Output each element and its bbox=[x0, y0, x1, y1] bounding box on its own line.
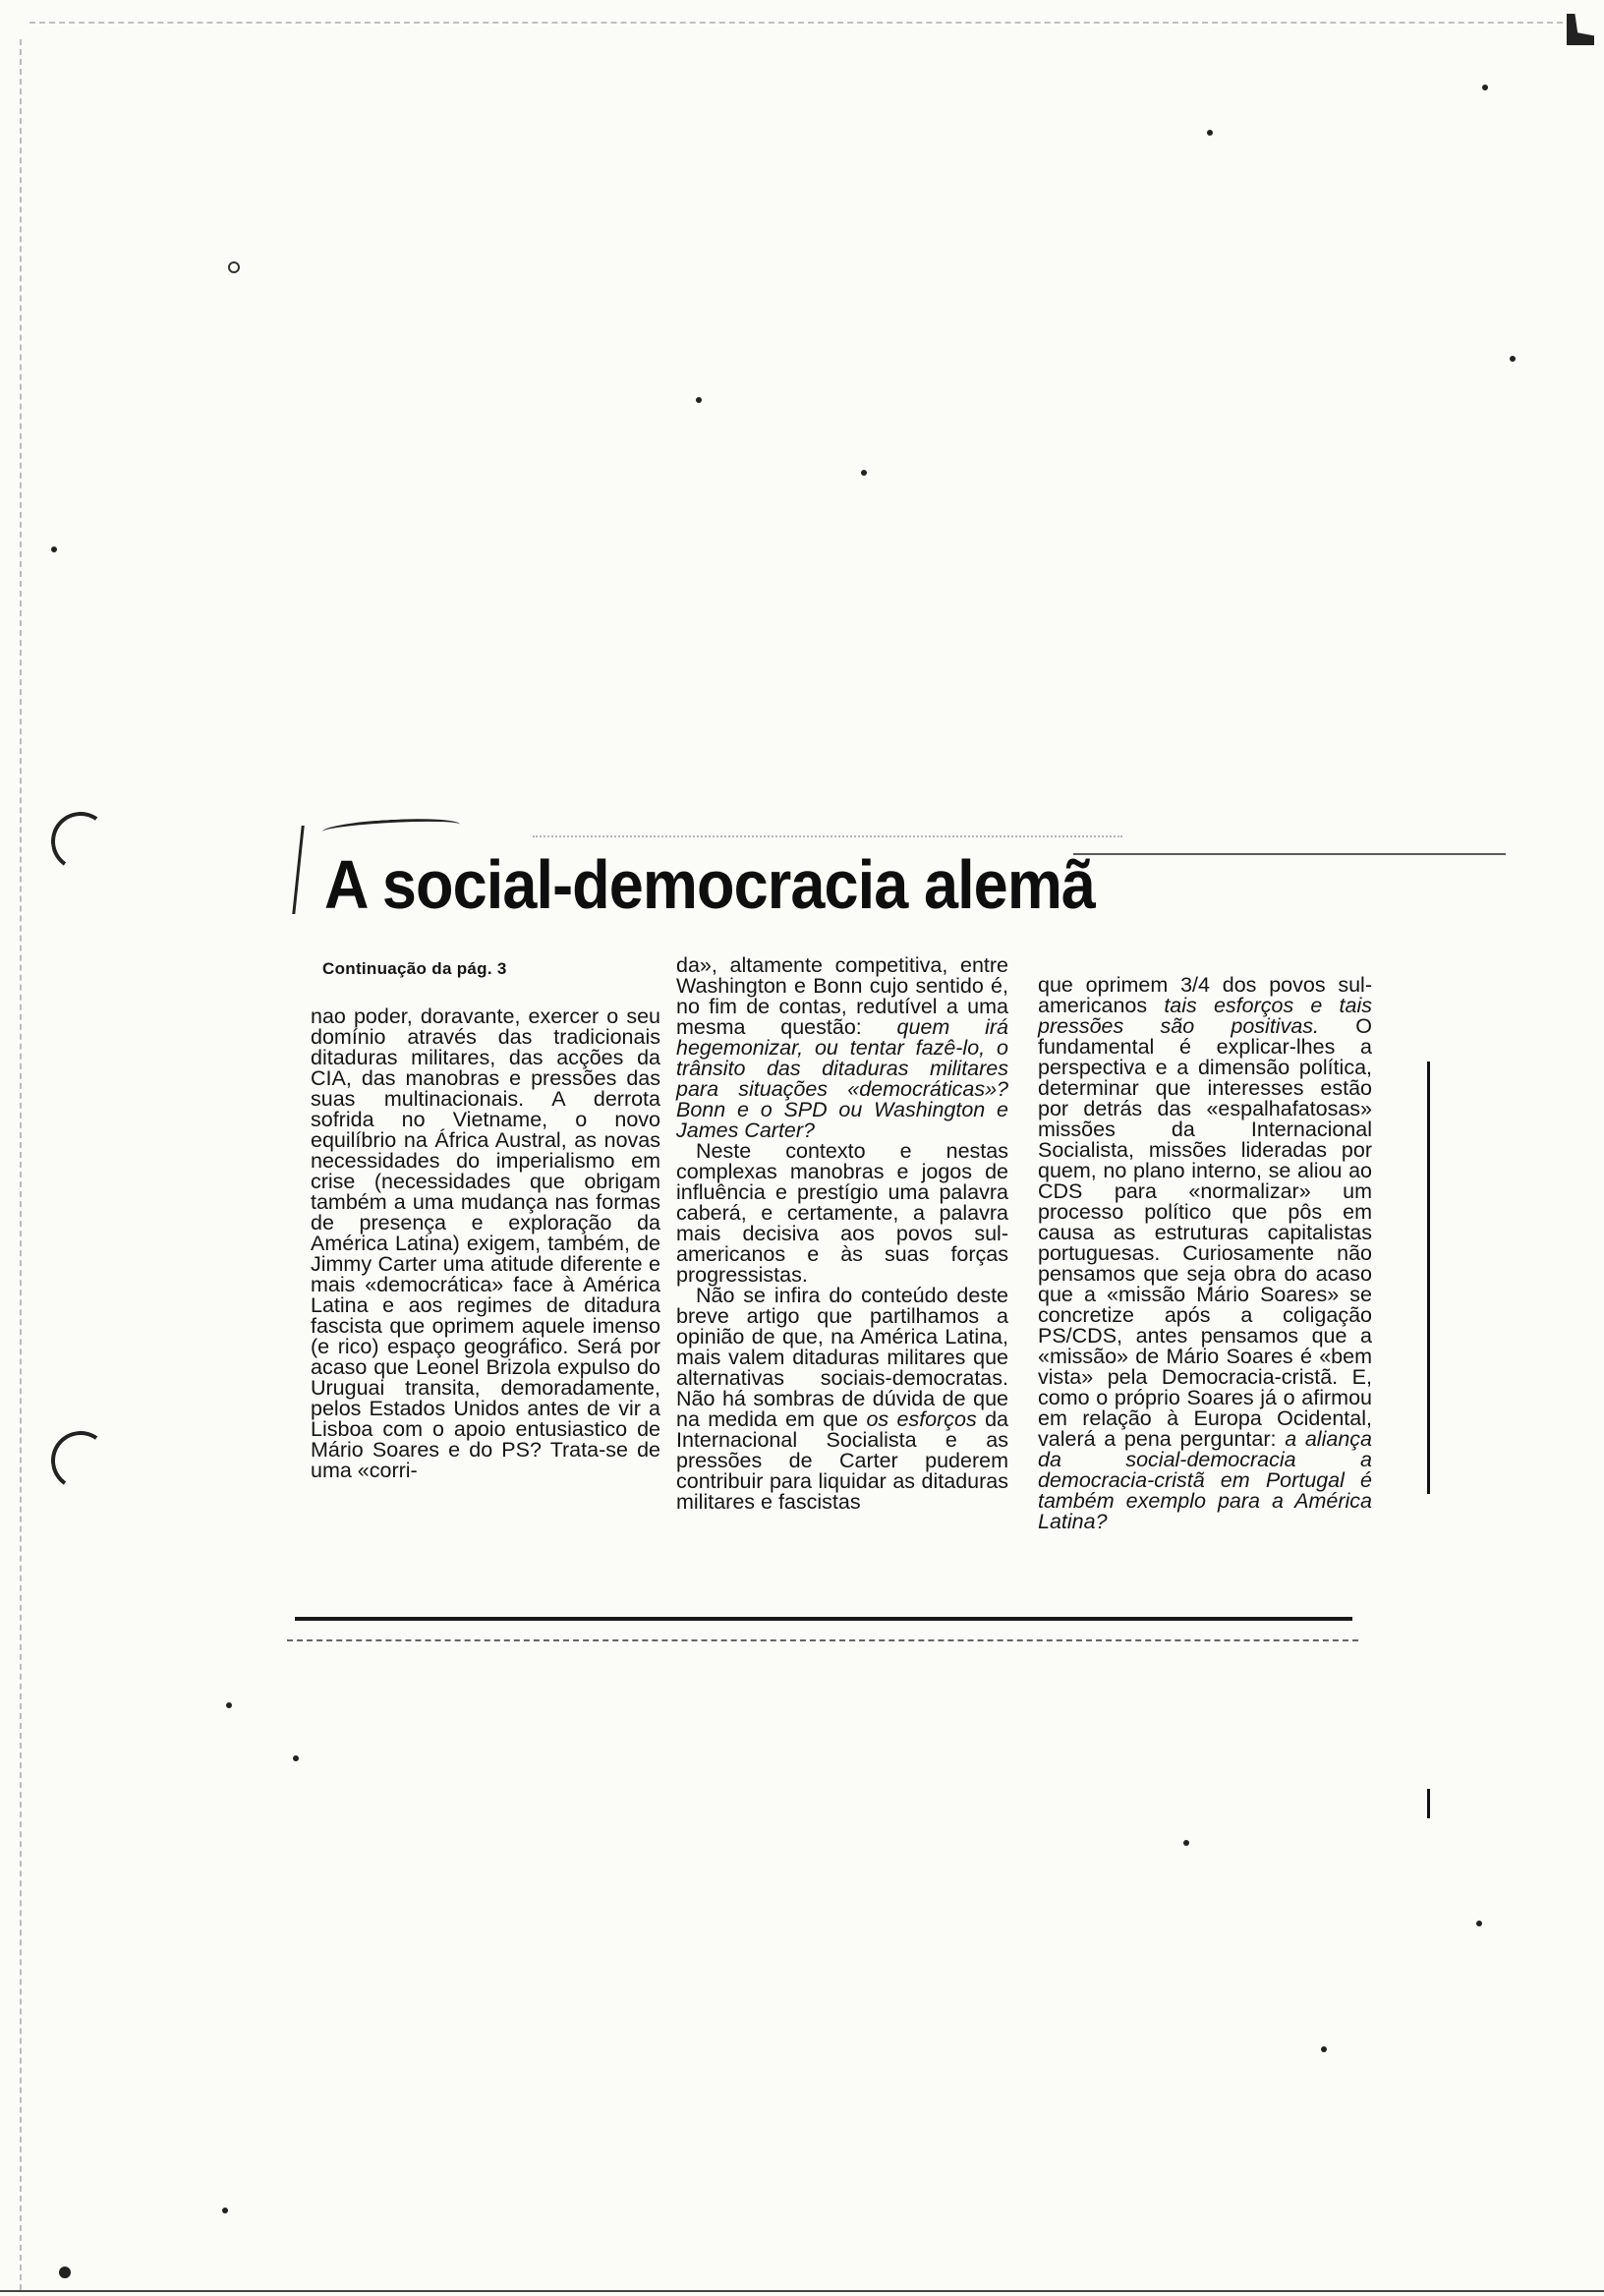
top-edge-noise bbox=[29, 22, 1563, 31]
footer-rule-dashed bbox=[287, 1639, 1358, 1643]
speck bbox=[226, 1702, 232, 1708]
speck bbox=[51, 546, 57, 552]
speck bbox=[1476, 1921, 1482, 1926]
text-run: O fundamental é explicar-lhes a perspectiva e a dimensão política, determinar que interesses estão por detrás das «espalhafatosas» missões da Internacional Socialista, missões lideradas por quem, no plano interno, se aliou ao CDS para «normalizar» um processo político que pôs em causa as estruturas capitalistas portuguesas. Curiosamente não pensamos que seja obra do acaso que a «missão Mário Soares» se concretize após a coligação PS/CDS, antes pensamos que a «missão» de Mário Soares é «bem vista» pela Democracia-cristã. E, como o próprio Soares já o afirmou em relação à Europa Ocidental, valerá a pena perguntar: bbox=[1038, 1014, 1372, 1451]
speck bbox=[59, 2267, 71, 2278]
paragraph bbox=[676, 1286, 1008, 1513]
header-noise bbox=[533, 835, 1122, 839]
italic-text: os esforços bbox=[866, 1407, 977, 1431]
punch-hole-top bbox=[46, 807, 115, 876]
speck bbox=[861, 470, 867, 476]
headline: A social-democracia alemã bbox=[324, 846, 1096, 923]
newspaper-clipping bbox=[287, 806, 1407, 1651]
text-run: que oprimem 3/4 dos povos sul-americanos bbox=[1038, 973, 1372, 1017]
paragraph bbox=[676, 955, 1008, 1141]
right-edge-mark bbox=[1427, 1789, 1430, 1818]
speck bbox=[293, 1755, 299, 1761]
header-rule-right bbox=[1073, 853, 1506, 855]
speck bbox=[1207, 130, 1213, 136]
italic-text: quem irá hegemonizar, ou tentar fazê-lo, o trânsito das ditaduras militares para situações «democráticas»? Bonn e o SPD ou Washington e James Carter? bbox=[676, 1015, 1008, 1142]
corner-mark bbox=[1567, 14, 1594, 45]
text-run: da Internacional Socialista e as pressões de Carter puderem contribuir para liquidar as ditaduras militares e fascistas bbox=[676, 1407, 1009, 1514]
column-1 bbox=[311, 1006, 660, 1481]
paragraph bbox=[1038, 975, 1372, 1532]
speck bbox=[1482, 85, 1488, 90]
footer-rule bbox=[295, 1617, 1352, 1621]
paragraph: nao poder, doravante, exercer o seu domínio através das tradicionais ditaduras militares, das acções da CIA, das manobras e pressões das suas multinacionais. A derrota sofrida no Vietname, o novo equilíbrio na África Austral, as novas necessidades do imperialismo em crise (necessidades que obrigam também a uma mudança nas formas de presença e exploração da América Latina) exigem, também, de Jimmy Carter uma atitude diferente e mais «democrática» face à América Latina e aos regimes de ditadura fascista que oprimem aquele imenso (e rico) espaço geográfico. Será por acaso que Leonel Brizola expulso do Uruguai transita, demoradamente, pelos Estados Unidos antes de vir a Lisboa com o apoio entusiastico de Mário Soares e do PS? Trata-se de uma «corri- bbox=[311, 1004, 660, 1482]
speck bbox=[1321, 2046, 1327, 2052]
speck bbox=[1183, 1840, 1189, 1846]
speck bbox=[228, 261, 240, 273]
header-rule bbox=[322, 816, 461, 839]
italic-text: a aliança da social-democracia a democracia-cristã em Portugal é também exemplo para a América Latina? bbox=[1038, 1427, 1372, 1533]
left-edge-mark bbox=[292, 826, 304, 914]
text-run: da», altamente competitiva, entre Washington e Bonn cujo sentido é, no fim de contas, redutível a uma mesma questão: bbox=[676, 953, 1008, 1039]
left-edge-noise bbox=[20, 39, 28, 2290]
italic-text: tais esforços e tais pressões são positivas. bbox=[1038, 994, 1373, 1038]
text-run: Não se infira do conteúdo deste breve artigo que partilhamos a opinião de que, na América Latina, mais valem ditaduras militares que alternativas sociais-democratas. Não há sombras de dúvida de que na medida em que bbox=[676, 1284, 1008, 1431]
speck bbox=[222, 2208, 228, 2213]
right-edge-mark bbox=[1427, 1062, 1430, 1494]
speck bbox=[1510, 356, 1516, 362]
column-2 bbox=[676, 955, 1008, 1513]
paragraph: Neste contexto e nestas complexas manobras e jogos de influência e prestígio uma palavra caberá, e certamente, a palavra mais decisiva aos povos sul-americanos e às suas forças progressistas. bbox=[676, 1139, 1008, 1287]
continuation-kicker: Continuação da pág. 3 bbox=[322, 959, 507, 978]
bottom-edge-line bbox=[0, 2290, 1604, 2292]
speck bbox=[696, 397, 702, 403]
punch-hole-bottom bbox=[46, 1426, 115, 1495]
column-3 bbox=[1038, 975, 1372, 1532]
